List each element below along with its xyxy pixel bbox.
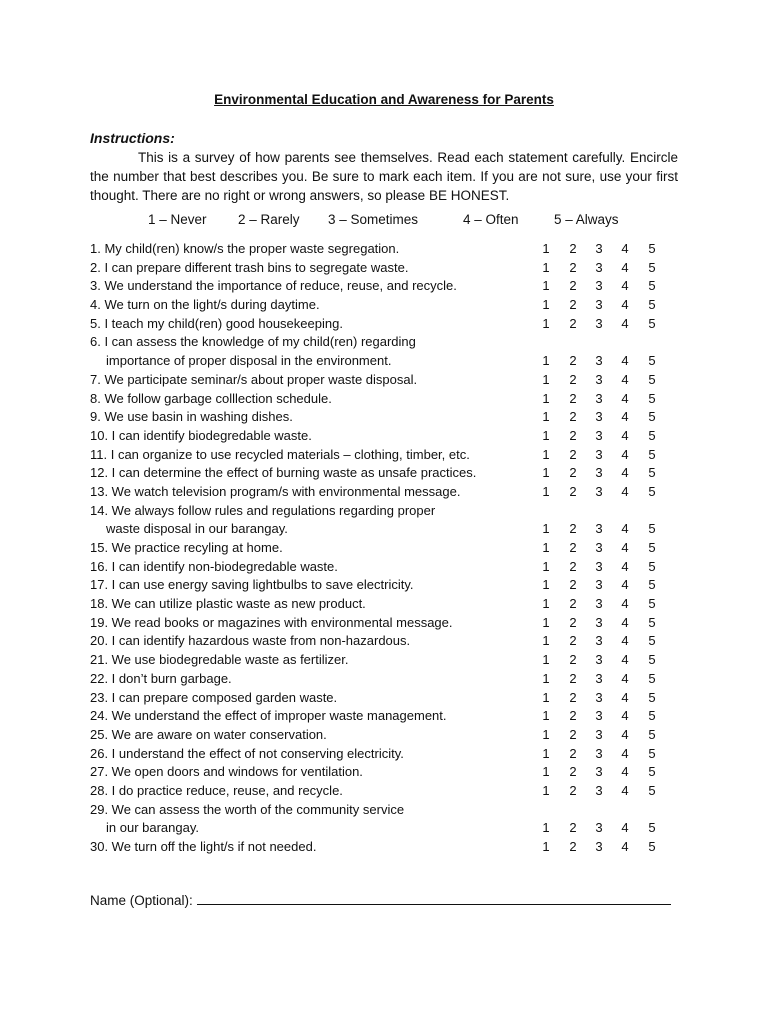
survey-item-text: 23. I can prepare composed garden waste.	[90, 689, 338, 705]
survey-item-text: 25. We are aware on water conservation.	[90, 726, 327, 742]
survey-item-text: 10. I can identify biodegredable waste.	[90, 427, 312, 443]
rating-option-1[interactable]: 1	[542, 558, 550, 574]
survey-item-text: 22. I don’t burn garbage.	[90, 670, 232, 686]
rating-option-3[interactable]: 3	[595, 558, 603, 574]
rating-option-1[interactable]: 1	[542, 409, 550, 425]
rating-option-4[interactable]: 4	[621, 390, 629, 406]
rating-option-2[interactable]: 2	[569, 540, 577, 555]
rating-option-1[interactable]: 1	[542, 596, 550, 612]
rating-option-5[interactable]: 5	[648, 446, 656, 462]
scale-always: 5 – Always	[554, 212, 619, 227]
rating-option-4[interactable]: 4	[621, 521, 629, 537]
rating-option-4[interactable]: 4	[621, 446, 629, 462]
rating-option-5[interactable]: 5	[648, 577, 656, 593]
survey-item-text: 1. My child(ren) know/s the proper waste segregation.	[90, 241, 400, 256]
survey-item-row	[90, 726, 680, 745]
survey-item-text: 12. I can determine the effect of burning waste as unsafe practices.	[90, 465, 477, 481]
rating-option-4[interactable]: 4	[621, 670, 629, 686]
rating-option-2[interactable]: 2	[569, 241, 577, 256]
survey-item-text: 19. We read books or magazines with environmental message.	[90, 614, 453, 630]
rating-option-4[interactable]: 4	[621, 614, 629, 630]
rating-option-5[interactable]: 5	[648, 297, 656, 313]
rating-option-4[interactable]: 4	[621, 353, 629, 369]
rating-option-3[interactable]: 3	[595, 409, 603, 425]
survey-item-text: 13. We watch television program/s with environmental message.	[90, 483, 461, 499]
rating-option-1[interactable]: 1	[542, 577, 550, 593]
rating-option-1[interactable]: 1	[542, 839, 550, 854]
rating-option-2[interactable]: 2	[569, 259, 577, 275]
survey-item-row	[90, 390, 680, 409]
survey-item-row	[90, 651, 680, 670]
scale-sometimes: 3 – Sometimes	[328, 212, 419, 227]
rating-option-2[interactable]: 2	[569, 427, 577, 443]
rating-option-2[interactable]: 2	[569, 614, 577, 630]
scale-rarely: 2 – Rarely	[238, 212, 300, 227]
rating-option-4[interactable]: 4	[621, 839, 629, 854]
survey-item-row	[90, 595, 680, 614]
survey-items-list	[90, 240, 680, 857]
rating-option-5[interactable]: 5	[648, 839, 656, 854]
survey-item-text: 3. We understand the importance of reduce, reuse, and recycle.	[90, 278, 457, 294]
rating-option-4[interactable]: 4	[621, 764, 629, 780]
rating-option-3[interactable]: 3	[595, 521, 603, 537]
rating-option-1[interactable]: 1	[542, 540, 550, 555]
survey-item-row	[90, 296, 680, 315]
rating-option-2[interactable]: 2	[569, 689, 577, 705]
survey-item-row	[90, 446, 680, 465]
rating-option-1[interactable]: 1	[542, 427, 550, 443]
survey-item-text: 21. We use biodegredable waste as fertilizer.	[90, 652, 349, 668]
rating-option-4[interactable]: 4	[621, 596, 629, 612]
rating-option-5[interactable]: 5	[648, 670, 656, 686]
survey-item-text: 9. We use basin in washing dishes.	[90, 409, 293, 425]
survey-item-row	[90, 707, 680, 726]
survey-item-row	[90, 632, 680, 651]
rating-option-2[interactable]: 2	[569, 483, 577, 499]
rating-option-3[interactable]: 3	[595, 465, 603, 481]
rating-option-5[interactable]: 5	[648, 614, 656, 630]
survey-item-text: 29. We can assess the worth of the community service	[90, 801, 405, 817]
page-title: Environmental Education and Awareness for Parents	[214, 92, 554, 107]
rating-option-5[interactable]: 5	[648, 596, 656, 612]
survey-item-row	[90, 427, 680, 446]
rating-option-5[interactable]: 5	[648, 782, 656, 798]
rating-option-1[interactable]: 1	[542, 652, 550, 668]
rating-option-5[interactable]: 5	[648, 371, 656, 387]
survey-item-row	[90, 782, 680, 801]
rating-option-3[interactable]: 3	[595, 371, 603, 387]
rating-option-1[interactable]: 1	[542, 241, 550, 256]
rating-option-4[interactable]: 4	[621, 409, 629, 425]
rating-option-5[interactable]: 5	[648, 278, 656, 294]
rating-option-5[interactable]: 5	[648, 315, 656, 331]
rating-option-1[interactable]: 1	[542, 708, 550, 724]
rating-option-1[interactable]: 1	[542, 820, 550, 836]
rating-option-1[interactable]: 1	[542, 278, 550, 294]
rating-option-5[interactable]: 5	[648, 241, 656, 256]
instructions-heading: Instructions:	[90, 130, 175, 146]
rating-option-1[interactable]: 1	[542, 353, 550, 369]
survey-item-text: 24. We understand the effect of improper waste management.	[90, 708, 447, 724]
survey-item-text: importance of proper disposal in the environment.	[106, 353, 392, 369]
scale-often: 4 – Often	[463, 212, 519, 227]
rating-option-1[interactable]: 1	[542, 782, 550, 798]
rating-option-2[interactable]: 2	[569, 633, 577, 649]
rating-option-4[interactable]: 4	[621, 820, 629, 836]
rating-option-5[interactable]: 5	[648, 540, 656, 555]
rating-option-3[interactable]: 3	[595, 241, 603, 256]
rating-option-2[interactable]: 2	[569, 839, 577, 854]
survey-item-row	[90, 614, 680, 633]
instructions-text	[90, 148, 678, 205]
instructions-body: This is a survey of how parents see themselves. Read each statement carefully. Encircle the number that best describes you. Be sure to mark each item. If you are not sure, use your first thought. There are no right or wrong answers, so please BE HONEST.	[90, 150, 678, 203]
rating-option-3[interactable]: 3	[595, 726, 603, 742]
rating-option-1[interactable]: 1	[542, 297, 550, 313]
rating-option-5[interactable]: 5	[648, 558, 656, 574]
rating-option-2[interactable]: 2	[569, 745, 577, 761]
rating-option-5[interactable]: 5	[648, 353, 656, 369]
rating-option-3[interactable]: 3	[595, 390, 603, 406]
rating-option-4[interactable]: 4	[621, 708, 629, 724]
rating-option-2[interactable]: 2	[569, 820, 577, 836]
rating-option-4[interactable]: 4	[621, 577, 629, 593]
survey-item-text: 5. I teach my child(ren) good housekeeping.	[90, 315, 343, 331]
rating-option-4[interactable]: 4	[621, 558, 629, 574]
rating-option-2[interactable]: 2	[569, 670, 577, 686]
survey-item-text: 18. We can utilize plastic waste as new product.	[90, 596, 366, 612]
rating-option-2[interactable]: 2	[569, 409, 577, 425]
rating-option-1[interactable]: 1	[542, 483, 550, 499]
rating-option-2[interactable]: 2	[569, 521, 577, 537]
rating-option-1[interactable]: 1	[542, 371, 550, 387]
rating-option-3[interactable]: 3	[595, 446, 603, 462]
survey-item-row	[90, 558, 680, 577]
rating-option-2[interactable]: 2	[569, 577, 577, 593]
rating-option-3[interactable]: 3	[595, 278, 603, 294]
rating-option-1[interactable]: 1	[542, 745, 550, 761]
rating-option-4[interactable]: 4	[621, 745, 629, 761]
survey-item-row	[90, 502, 680, 521]
rating-option-2[interactable]: 2	[569, 446, 577, 462]
rating-option-4[interactable]: 4	[621, 782, 629, 798]
survey-item-text: 4. We turn on the light/s during daytime.	[90, 297, 320, 313]
survey-item-text: 26. I understand the effect of not conserving electricity.	[90, 745, 404, 761]
rating-option-2[interactable]: 2	[569, 315, 577, 331]
survey-item-text: 20. I can identify hazardous waste from non-hazardous.	[90, 633, 411, 649]
rating-option-4[interactable]: 4	[621, 315, 629, 331]
rating-option-3[interactable]: 3	[595, 259, 603, 275]
survey-item-text: 11. I can organize to use recycled materials – clothing, timber, etc.	[90, 446, 470, 462]
rating-option-1[interactable]: 1	[542, 315, 550, 331]
survey-item-row	[90, 371, 680, 390]
rating-scale-legend	[0, 212, 768, 232]
rating-option-3[interactable]: 3	[595, 708, 603, 724]
rating-option-1[interactable]: 1	[542, 446, 550, 462]
rating-option-3[interactable]: 3	[595, 614, 603, 630]
rating-option-3[interactable]: 3	[595, 633, 603, 649]
rating-option-5[interactable]: 5	[648, 483, 656, 499]
rating-option-5[interactable]: 5	[648, 521, 656, 537]
survey-item-row	[90, 801, 680, 820]
name-label: Name (Optional):	[90, 893, 193, 908]
rating-option-4[interactable]: 4	[621, 652, 629, 668]
rating-option-3[interactable]: 3	[595, 483, 603, 499]
rating-option-2[interactable]: 2	[569, 708, 577, 724]
rating-option-1[interactable]: 1	[542, 390, 550, 406]
rating-option-2[interactable]: 2	[569, 764, 577, 780]
rating-option-2[interactable]: 2	[569, 390, 577, 406]
survey-item-row	[90, 483, 680, 502]
rating-option-3[interactable]: 3	[595, 596, 603, 612]
survey-item-row	[90, 763, 680, 782]
survey-item-row	[90, 464, 680, 483]
rating-option-3[interactable]: 3	[595, 782, 603, 798]
rating-option-3[interactable]: 3	[595, 315, 603, 331]
survey-item-row	[90, 745, 680, 764]
survey-item-row	[90, 240, 680, 259]
survey-item-text: 28. I do practice reduce, reuse, and recycle.	[90, 782, 343, 798]
rating-option-4[interactable]: 4	[621, 371, 629, 387]
rating-option-5[interactable]: 5	[648, 745, 656, 761]
rating-option-1[interactable]: 1	[542, 726, 550, 742]
survey-item-text: 16. I can identify non-biodegredable waste.	[90, 558, 338, 574]
name-blank-line[interactable]	[197, 892, 671, 905]
rating-option-5[interactable]: 5	[648, 726, 656, 742]
survey-item-text: 8. We follow garbage colllection schedule.	[90, 390, 332, 406]
rating-option-5[interactable]: 5	[648, 652, 656, 668]
rating-option-1[interactable]: 1	[542, 689, 550, 705]
survey-item-row	[90, 689, 680, 708]
rating-option-4[interactable]: 4	[621, 540, 629, 555]
rating-option-4[interactable]: 4	[621, 259, 629, 275]
survey-item-text: 7. We participate seminar/s about proper waste disposal.	[90, 371, 418, 387]
rating-option-4[interactable]: 4	[621, 241, 629, 256]
rating-option-5[interactable]: 5	[648, 427, 656, 443]
rating-option-4[interactable]: 4	[621, 427, 629, 443]
survey-item-row	[90, 670, 680, 689]
rating-option-3[interactable]: 3	[595, 652, 603, 668]
rating-option-2[interactable]: 2	[569, 297, 577, 313]
rating-option-3[interactable]: 3	[595, 689, 603, 705]
rating-option-3[interactable]: 3	[595, 839, 603, 854]
survey-item-row	[90, 352, 680, 371]
survey-item-row	[90, 539, 680, 558]
rating-option-5[interactable]: 5	[648, 409, 656, 425]
survey-item-text: 14. We always follow rules and regulations regarding proper	[90, 502, 436, 518]
survey-item-row	[90, 333, 680, 352]
rating-option-5[interactable]: 5	[648, 633, 656, 649]
survey-item-text: 2. I can prepare different trash bins to segregate waste.	[90, 259, 409, 275]
survey-item-row	[90, 520, 680, 539]
survey-item-text: 27. We open doors and windows for ventilation.	[90, 764, 363, 780]
rating-option-2[interactable]: 2	[569, 596, 577, 612]
survey-item-text: in our barangay.	[106, 820, 199, 836]
rating-option-3[interactable]: 3	[595, 353, 603, 369]
rating-option-3[interactable]: 3	[595, 577, 603, 593]
survey-item-text: 15. We practice recyling at home.	[90, 540, 283, 555]
rating-option-3[interactable]: 3	[595, 297, 603, 313]
rating-option-2[interactable]: 2	[569, 465, 577, 481]
rating-option-1[interactable]: 1	[542, 614, 550, 630]
rating-option-4[interactable]: 4	[621, 278, 629, 294]
rating-option-1[interactable]: 1	[542, 259, 550, 275]
rating-option-1[interactable]: 1	[542, 465, 550, 481]
rating-option-5[interactable]: 5	[648, 820, 656, 836]
rating-option-1[interactable]: 1	[542, 633, 550, 649]
survey-item-row	[90, 819, 680, 838]
rating-option-3[interactable]: 3	[595, 427, 603, 443]
rating-option-2[interactable]: 2	[569, 652, 577, 668]
rating-option-3[interactable]: 3	[595, 670, 603, 686]
rating-option-3[interactable]: 3	[595, 745, 603, 761]
rating-option-5[interactable]: 5	[648, 390, 656, 406]
rating-option-5[interactable]: 5	[648, 764, 656, 780]
survey-item-text: 30. We turn off the light/s if not needed.	[90, 839, 317, 854]
rating-option-4[interactable]: 4	[621, 465, 629, 481]
survey-item-row	[90, 315, 680, 334]
rating-option-1[interactable]: 1	[542, 670, 550, 686]
survey-item-text: 17. I can use energy saving lightbulbs to save electricity.	[90, 577, 414, 593]
rating-option-5[interactable]: 5	[648, 465, 656, 481]
rating-option-2[interactable]: 2	[569, 782, 577, 798]
rating-option-2[interactable]: 2	[569, 353, 577, 369]
rating-option-4[interactable]: 4	[621, 483, 629, 499]
rating-option-4[interactable]: 4	[621, 689, 629, 705]
survey-item-row	[90, 259, 680, 278]
survey-item-text: waste disposal in our barangay.	[106, 521, 288, 537]
rating-option-2[interactable]: 2	[569, 726, 577, 742]
survey-item-row	[90, 277, 680, 296]
survey-item-text: 6. I can assess the knowledge of my child(ren) regarding	[90, 334, 416, 350]
rating-option-4[interactable]: 4	[621, 633, 629, 649]
survey-item-row	[90, 576, 680, 595]
rating-option-2[interactable]: 2	[569, 371, 577, 387]
rating-option-3[interactable]: 3	[595, 764, 603, 780]
survey-item-row	[90, 408, 680, 427]
rating-option-2[interactable]: 2	[569, 278, 577, 294]
scale-never: 1 – Never	[148, 212, 207, 227]
rating-option-1[interactable]: 1	[542, 764, 550, 780]
rating-option-5[interactable]: 5	[648, 708, 656, 724]
rating-option-1[interactable]: 1	[542, 521, 550, 537]
rating-option-5[interactable]: 5	[648, 259, 656, 275]
rating-option-4[interactable]: 4	[621, 726, 629, 742]
rating-option-2[interactable]: 2	[569, 558, 577, 574]
rating-option-3[interactable]: 3	[595, 820, 603, 836]
rating-option-3[interactable]: 3	[595, 540, 603, 555]
rating-option-4[interactable]: 4	[621, 297, 629, 313]
rating-option-5[interactable]: 5	[648, 689, 656, 705]
name-field	[90, 892, 671, 908]
survey-item-row	[90, 838, 680, 857]
